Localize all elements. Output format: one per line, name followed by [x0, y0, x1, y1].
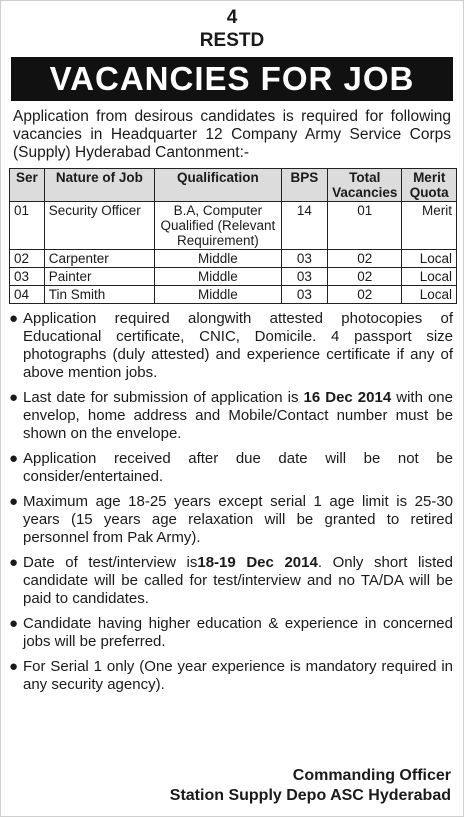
- deadline-date: 16 Dec 2014: [303, 389, 392, 406]
- cell-vacancies: 01: [328, 202, 402, 250]
- cell-ser: 01: [10, 202, 45, 250]
- cell-qualification: Middle: [155, 268, 282, 286]
- header-bps: BPS: [281, 169, 327, 202]
- signoff-block: [170, 766, 451, 806]
- cell-ser: 04: [10, 286, 45, 304]
- bullet-icon: ●: [9, 554, 19, 571]
- list-item: [9, 615, 453, 651]
- page-number: 4: [226, 7, 238, 28]
- bullet-icon: ●: [9, 658, 19, 675]
- cell-bps: 03: [281, 268, 327, 286]
- header-nature-of-job: Nature of Job: [44, 169, 154, 202]
- list-item: [9, 658, 453, 694]
- requirement-text: Application required alongwith attested photocopies of Educational certificate, CNIC, Domicile. 4 passport size photographs (duly attested) and experience certificate if any of above mention jobs.: [23, 310, 453, 381]
- list-item: [9, 554, 453, 608]
- bullet-icon: ●: [9, 615, 19, 632]
- table-row: [10, 286, 457, 304]
- restd-code: RESTD: [199, 30, 265, 51]
- requirement-text: Application received after due date will be not be consider/entertained.: [23, 450, 453, 485]
- cell-qualification: B.A, Computer Qualified (Relevant Requirement): [155, 202, 282, 250]
- vacancies-table: [9, 168, 457, 304]
- cell-job: Tin Smith: [44, 286, 154, 304]
- cell-quota: Local: [402, 268, 457, 286]
- requirement-text: Candidate having higher education & experience in concerned jobs will be preferred.: [23, 615, 453, 650]
- signoff-unit: Station Supply Depo ASC Hyderabad: [169, 787, 451, 804]
- title-banner: [11, 57, 453, 101]
- cell-bps: 03: [281, 250, 327, 268]
- list-item: [9, 450, 453, 486]
- cell-quota: Local: [402, 286, 457, 304]
- intro-paragraph: Application from desirous candidates is required for following vacancies in Headquarter 12 Company Army Service Corps (Supply) Hyderabad Cantonment:-: [13, 108, 451, 161]
- deadline-post: with one envelop, home address and Mobile/Contact number must be shown on the envelope.: [23, 389, 453, 442]
- cell-job: Carpenter: [44, 250, 154, 268]
- cell-ser: 03: [10, 268, 45, 286]
- requirement-text: Maximum age 18-25 years except serial 1 age limit is 25-30 years (15 years age relaxation will be granted to retired personnel from Pak Army).: [23, 493, 453, 546]
- table-row: [10, 268, 457, 286]
- requirement-text: For Serial 1 only (One year experience is mandatory required in any security agency).: [23, 658, 453, 693]
- cell-vacancies: 02: [328, 250, 402, 268]
- cell-ser: 02: [10, 250, 45, 268]
- list-item: [9, 389, 453, 443]
- bullet-icon: ●: [9, 450, 19, 467]
- cell-bps: 14: [281, 202, 327, 250]
- requirement-text: [23, 554, 453, 608]
- requirement-text: [23, 389, 453, 443]
- header-total-vacancies: Total Vacancies: [328, 169, 402, 202]
- cell-qualification: Middle: [155, 250, 282, 268]
- requirements-list: [9, 310, 453, 694]
- interview-pre: Date of test/interview is: [23, 554, 198, 571]
- cell-qualification: Middle: [155, 286, 282, 304]
- cell-quota: Local: [402, 250, 457, 268]
- banner-title: VACANCIES FOR JOB: [49, 60, 415, 97]
- list-item: [9, 310, 453, 382]
- bullet-icon: ●: [9, 310, 19, 327]
- bullet-icon: ●: [9, 493, 19, 510]
- cell-job: Security Officer: [44, 202, 154, 250]
- cell-bps: 03: [281, 286, 327, 304]
- header-qualification: Qualification: [155, 169, 282, 202]
- cell-job: Painter: [44, 268, 154, 286]
- deadline-pre: Last date for submission of application is: [23, 389, 304, 406]
- cell-vacancies: 02: [328, 286, 402, 304]
- table-header-row: [10, 169, 457, 202]
- signoff-title: Commanding Officer: [292, 767, 451, 784]
- header-merit-quota: Merit Quota: [402, 169, 457, 202]
- table-row: [10, 250, 457, 268]
- interview-post: . Only short listed candidate will be called for test/interview and no TA/DA will be paid to candidates.: [23, 554, 453, 607]
- cell-quota: Merit: [402, 202, 457, 250]
- cell-vacancies: 02: [328, 268, 402, 286]
- bullet-icon: ●: [9, 389, 19, 406]
- list-item: [9, 493, 453, 547]
- table-row: [10, 202, 457, 250]
- interview-date: 18-19 Dec 2014: [197, 554, 318, 571]
- header-ser: Ser: [10, 169, 45, 202]
